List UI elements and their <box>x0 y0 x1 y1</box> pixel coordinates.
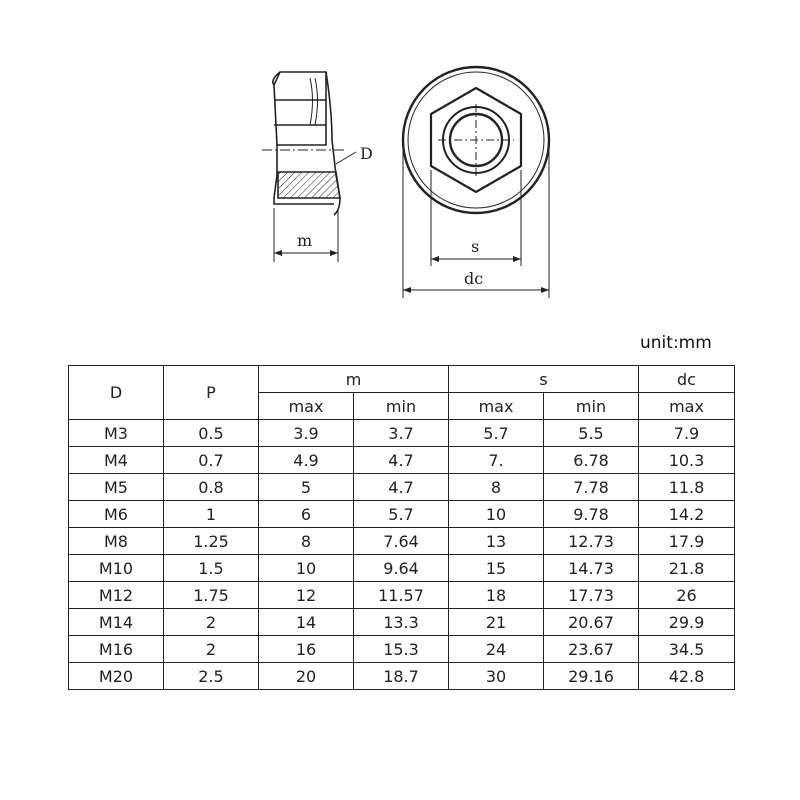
cell-s-min: 20.67 <box>544 609 639 636</box>
header-dc-max: max <box>639 393 735 420</box>
cell-D: M16 <box>69 636 164 663</box>
cell-D: M14 <box>69 609 164 636</box>
cell-P: 1 <box>164 501 259 528</box>
table-row <box>69 582 735 609</box>
cell-m-max: 16 <box>259 636 354 663</box>
cell-dc-max: 11.8 <box>639 474 735 501</box>
cell-m-min: 4.7 <box>354 474 449 501</box>
cell-s-max: 24 <box>449 636 544 663</box>
cell-m-min: 18.7 <box>354 663 449 690</box>
table-row <box>69 474 735 501</box>
cell-s-max: 13 <box>449 528 544 555</box>
cell-m-min: 4.7 <box>354 447 449 474</box>
label-D: D <box>360 144 373 163</box>
table-row <box>69 636 735 663</box>
cell-P: 2 <box>164 636 259 663</box>
cell-m-max: 5 <box>259 474 354 501</box>
cell-m-max: 4.9 <box>259 447 354 474</box>
cell-D: M12 <box>69 582 164 609</box>
cell-s-min: 23.67 <box>544 636 639 663</box>
label-m: m <box>297 231 313 250</box>
cell-D: M4 <box>69 447 164 474</box>
table-row <box>69 555 735 582</box>
cell-s-min: 14.73 <box>544 555 639 582</box>
cell-dc-max: 7.9 <box>639 420 735 447</box>
header-m-max: max <box>259 393 354 420</box>
flange-nut-drawing <box>0 0 800 320</box>
cell-s-max: 10 <box>449 501 544 528</box>
cell-m-max: 14 <box>259 609 354 636</box>
cell-m-min: 11.57 <box>354 582 449 609</box>
cell-s-max: 18 <box>449 582 544 609</box>
cell-P: 1.5 <box>164 555 259 582</box>
cell-m-min: 9.64 <box>354 555 449 582</box>
cell-m-max: 10 <box>259 555 354 582</box>
table-row <box>69 447 735 474</box>
table-row <box>69 420 735 447</box>
cell-D: M3 <box>69 420 164 447</box>
cell-dc-max: 17.9 <box>639 528 735 555</box>
header-m: m <box>259 366 449 393</box>
cell-s-max: 5.7 <box>449 420 544 447</box>
cell-P: 1.75 <box>164 582 259 609</box>
label-s: s <box>471 237 480 256</box>
cell-D: M8 <box>69 528 164 555</box>
header-P: P <box>164 366 259 420</box>
cell-m-max: 6 <box>259 501 354 528</box>
cell-P: 2.5 <box>164 663 259 690</box>
header-s-max: max <box>449 393 544 420</box>
header-m-min: min <box>354 393 449 420</box>
cell-m-min: 3.7 <box>354 420 449 447</box>
cell-s-max: 30 <box>449 663 544 690</box>
cell-dc-max: 34.5 <box>639 636 735 663</box>
cell-P: 2 <box>164 609 259 636</box>
cell-D: M6 <box>69 501 164 528</box>
cell-dc-max: 10.3 <box>639 447 735 474</box>
cell-s-min: 6.78 <box>544 447 639 474</box>
header-row-1 <box>69 366 735 393</box>
cell-D: M5 <box>69 474 164 501</box>
cell-P: 0.8 <box>164 474 259 501</box>
cell-D: M10 <box>69 555 164 582</box>
cell-s-min: 9.78 <box>544 501 639 528</box>
table-row <box>69 501 735 528</box>
cell-P: 0.5 <box>164 420 259 447</box>
header-s-min: min <box>544 393 639 420</box>
cell-s-min: 5.5 <box>544 420 639 447</box>
cell-s-max: 8 <box>449 474 544 501</box>
unit-label: unit:mm <box>640 333 712 353</box>
cell-s-min: 12.73 <box>544 528 639 555</box>
cell-s-max: 21 <box>449 609 544 636</box>
cell-dc-max: 26 <box>639 582 735 609</box>
cell-s-min: 17.73 <box>544 582 639 609</box>
label-dc: dc <box>464 269 484 288</box>
dimension-table <box>68 365 735 690</box>
cell-m-min: 13.3 <box>354 609 449 636</box>
cell-s-max: 7. <box>449 447 544 474</box>
cell-P: 0.7 <box>164 447 259 474</box>
cell-m-min: 15.3 <box>354 636 449 663</box>
cell-dc-max: 21.8 <box>639 555 735 582</box>
cell-m-max: 3.9 <box>259 420 354 447</box>
cell-dc-max: 29.9 <box>639 609 735 636</box>
cell-D: M20 <box>69 663 164 690</box>
table-row <box>69 663 735 690</box>
cell-s-min: 29.16 <box>544 663 639 690</box>
cell-s-max: 15 <box>449 555 544 582</box>
cell-m-min: 7.64 <box>354 528 449 555</box>
table-row <box>69 528 735 555</box>
cell-m-max: 12 <box>259 582 354 609</box>
cell-m-max: 20 <box>259 663 354 690</box>
top-view <box>403 67 549 298</box>
cell-P: 1.25 <box>164 528 259 555</box>
table-row <box>69 609 735 636</box>
cell-dc-max: 42.8 <box>639 663 735 690</box>
cell-m-max: 8 <box>259 528 354 555</box>
header-s: s <box>449 366 639 393</box>
cell-m-min: 5.7 <box>354 501 449 528</box>
header-D: D <box>69 366 164 420</box>
cell-dc-max: 14.2 <box>639 501 735 528</box>
cell-s-min: 7.78 <box>544 474 639 501</box>
header-dc: dc <box>639 366 735 393</box>
